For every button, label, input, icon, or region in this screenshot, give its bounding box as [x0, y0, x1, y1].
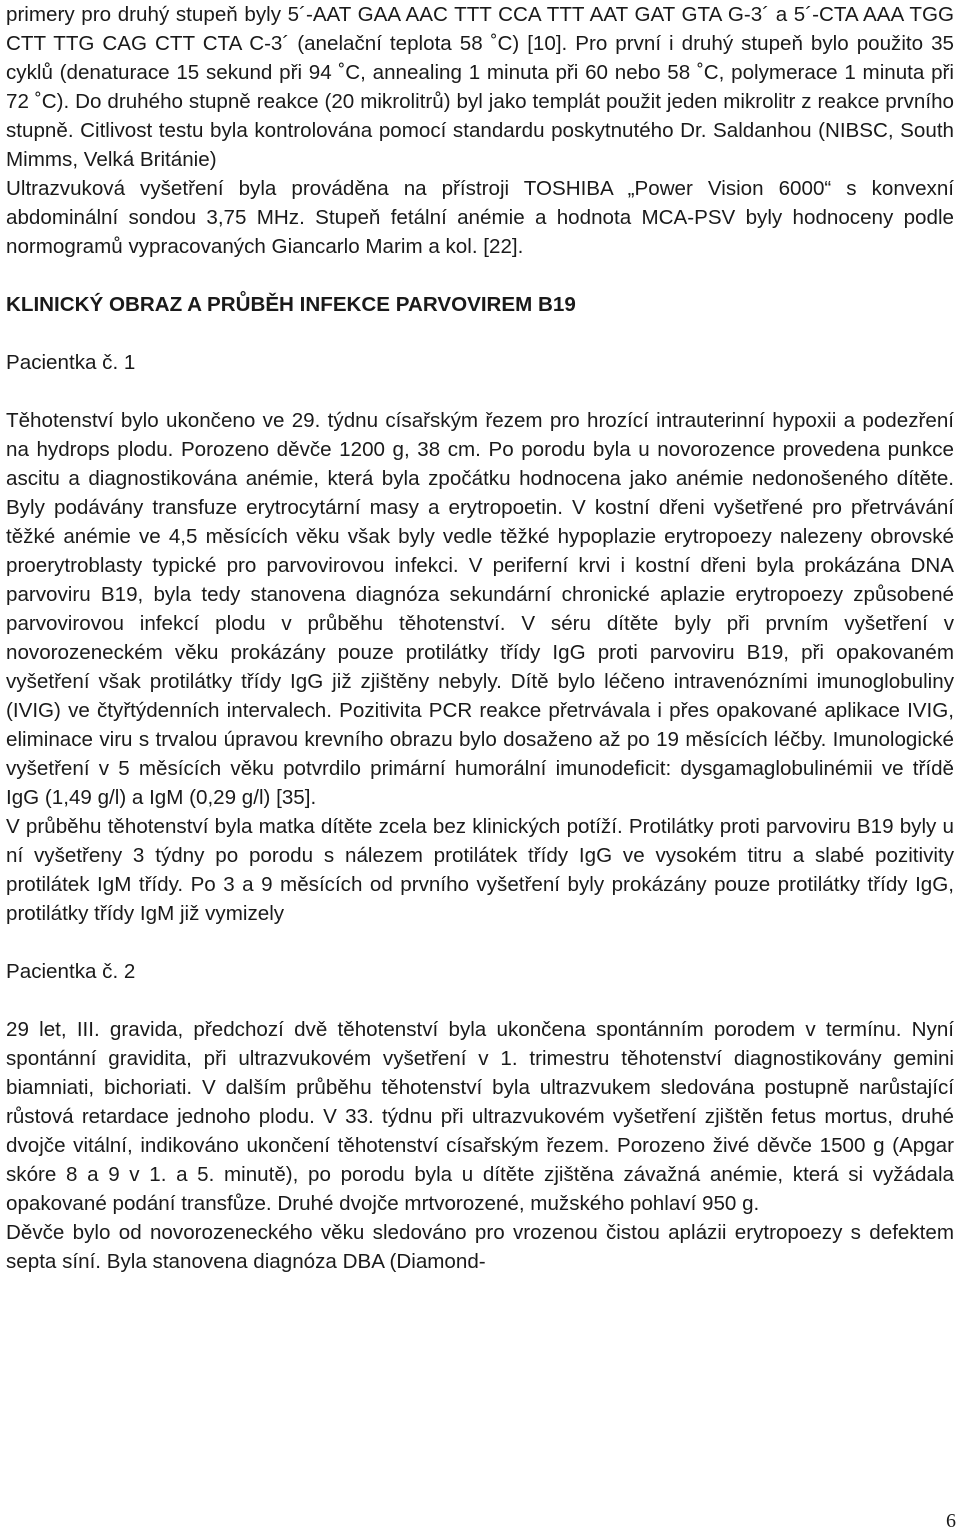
patient-1-title: Pacientka č. 1 [6, 351, 136, 374]
patient-2-paragraph-1: 29 let, III. gravida, předchozí dvě těhotenství byla ukončena spontánním porodem v termínu. Nyní spontánní gravidita, při ultrazvukovém vyšetření v 1. trimestru těhotenství diagnostikovány gemini biamniati, bichoriati. V dalším průběhu těhotenství byla ultrazvukem sledována postupně narůstající růstová retardace jednoho plodu. V 33. týdnu při ultrazvukovém vyšetření zjištěn fetus mortus, druhé dvojče vitální, indikováno ukončení těhotenství císařským řezem. Porozeno živé děvče 1500 g (Apgar skóre 8 a 9 v 1. a 5. minutě), po porodu byla u dítěte zjištěna závažná anémie, která si vyžádala opakované podání transfůze. Druhé dvojče mrtvorozené, mužského pohlaví 950 g. [6, 1018, 954, 1215]
intro-paragraph-methods: primery pro druhý stupeň byly 5´-AAT GAA AAC TTT CCA TTT AAT GAT GTA G-3´ a 5´-CTA AAA TGG CTT TTG CAG CTT CTA C-3´ (anelační teplota 58 ˚C) [10]. Pro první i druhý stupeň bylo použito 35 cyklů (denaturace 15 sekund při 94 ˚C, annealing 1 minuta při 60 nebo 58 ˚C, polymerace 1 minuta při 72 ˚C). Do druhého stupně reakce (20 mikrolitrů) byl jako templát použit jeden mikrolitr z reakce prvního stupně. Citlivost testu byla kontrolována pomocí standardu poskytnutého Dr. Saldanhou (NIBSC, South Mimms, Velká Británie) [6, 3, 954, 171]
patient-2-title: Pacientka č. 2 [6, 960, 136, 983]
patient-2-paragraph-2: Děvče bylo od novorozeneckého věku sledováno pro vrozenou čistou aplázii erytropoezy s defektem septa síní. Byla stanovena diagnóza DBA (Diamond- [6, 1221, 954, 1273]
patient-1-paragraph-2: V průběhu těhotenství byla matka dítěte zcela bez klinických potíží. Protilátky proti parvoviru B19 byly u ní vyšetřeny 3 týdny po porodu s nálezem protilátek třídy IgG ve vysokém titru a slabé pozitivity protilátek IgM třídy. Po 3 a 9 měsících od prvního vyšetření byly prokázány pouze protilátky třídy IgG, protilátky třídy IgM již vymizely [6, 815, 954, 925]
document-page [6, 0, 954, 1276]
page-number: 6 [946, 1510, 956, 1532]
intro-paragraph-ultrasound: Ultrazvuková vyšetření byla prováděna na přístroji TOSHIBA „Power Vision 6000“ s konvexní abdominální sondou 3,75 MHz. Stupeň fetální anémie a hodnota MCA-PSV byly hodnoceny podle normogramů vypracovaných Giancarlo Marim a kol. [22]. [6, 177, 954, 258]
patient-1-paragraph-1: Těhotenství bylo ukončeno ve 29. týdnu císařským řezem pro hrozící intrauterinní hypoxii a podezření na hydrops plodu. Porozeno děvče 1200 g, 38 cm. Po porodu byla u novorozence provedena punkce ascitu a diagnostikována anémie, která byla zpočátku hodnocena jako anémie nedonošeného dítěte. Byly podávány transfuze erytrocytární masy a erytropoetin. V kostní dřeni vyšetřené pro přetrvávání těžké anémie ve 4,5 měsících věku však byly vedle těžké hypoplazie erytropoezy nalezeny obrovské proerytroblasty typické pro parvovirovou infekci. V periferní krvi i kostní dřeni byla prokázána DNA parvoviru B19, byla tedy stanovena diagnóza sekundární chronické aplazie erytropoezy způsobené parvovirovou infekcí plodu v průběhu těhotenství. V séru dítěte byly při prvním vyšetření v novorozeneckém věku prokázány pouze protilátky třídy IgG proti parvoviru B19, při opakovaném vyšetření však protilátky třídy IgG již zjištěny nebyly. Dítě bylo léčeno intravenózními imunoglobuliny (IVIG) ve čtyřtýdenních intervalech. Pozitivita PCR reakce přetrvávala i přes opakované aplikace IVIG, eliminace viru s trvalou úpravou krevního obrazu bylo dosaženo až po 19 měsících léčby. Imunologické vyšetření v 5 měsících věku potvrdilo primární humorální imunodeficit: dysgamaglobulinémii ve třídě IgG (1,49 g/l) a IgM (0,29 g/l) [35]. [6, 409, 954, 809]
section-heading: KLINICKÝ OBRAZ A PRŮBĚH INFEKCE PARVOVIREM B19 [6, 293, 576, 316]
